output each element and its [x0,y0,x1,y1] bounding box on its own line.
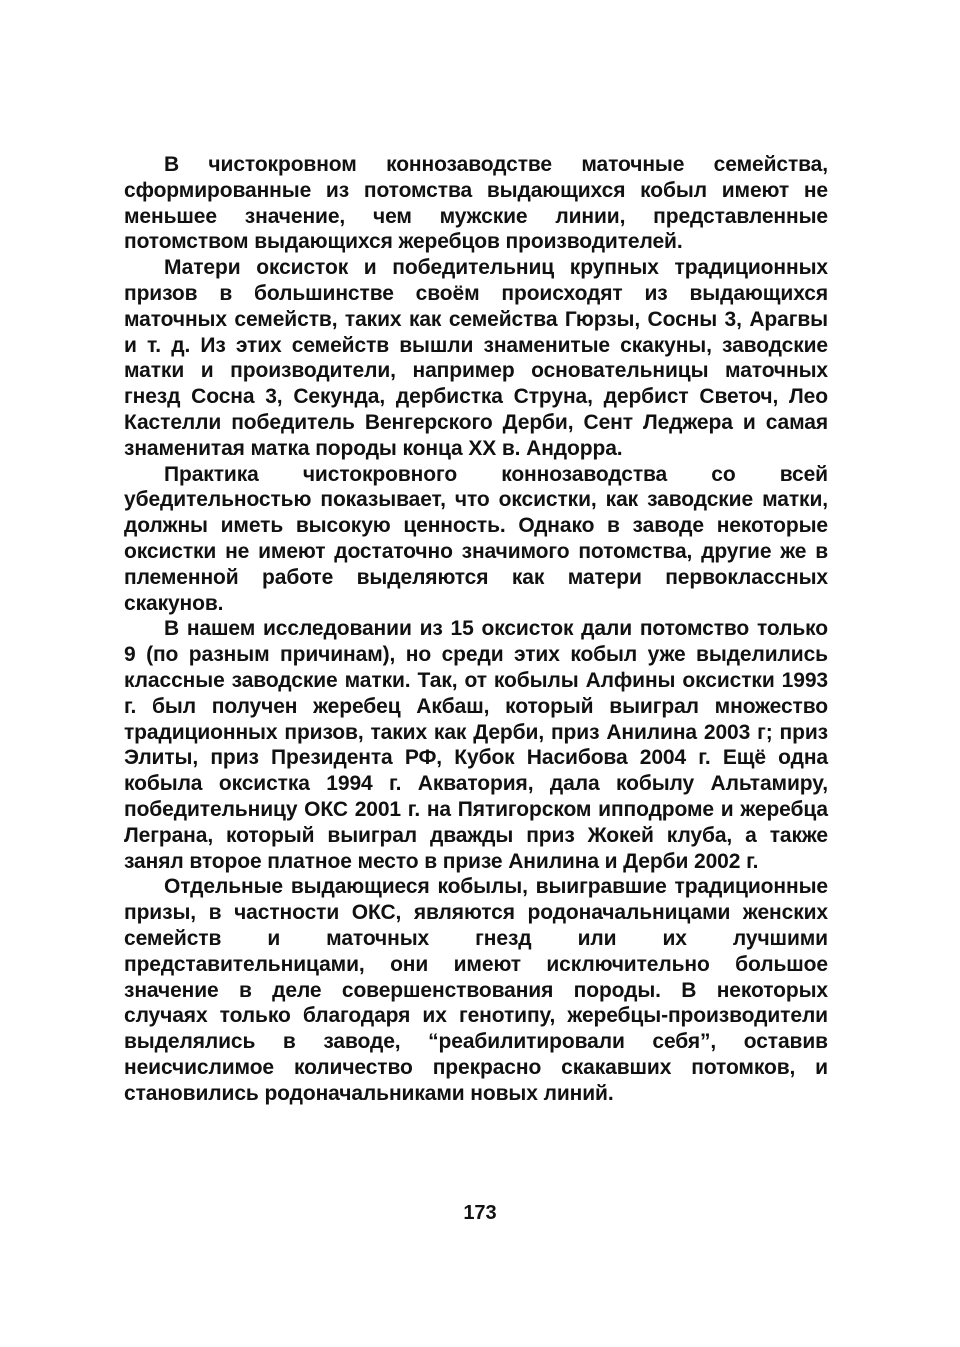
body-text [124,152,828,1106]
paragraph-4: В нашем исследовании из 15 оксисток дали потомство только 9 (по разным причинам), но среди этих кобыл уже выделились классные заводские матки. Так, от кобылы Алфины оксистки 1993 г. был получен жеребец Акбаш, который выиграл множество традиционных призов, таких как Дерби, приз Анилина 2003 г; приз Элиты, приз Президента РФ, Кубок Насибова 2004 г. Ещё одна кобыла оксистка 1994 г. Акватория, дала кобылу Альтамиру, победительницу ОКС 2001 г. на Пятигорском ипподроме и жеребца Леграна, который выиграл дважды приз Жокей клуба, а также занял второе платное место в призе Анилина и Дерби 2002 г. [124,617,828,873]
paragraph-1: В чистокровном коннозаводстве маточные семейства, сформированные из потомства выдающихся кобыл имеют не меньшее значение, чем мужские линии, представленные потомством выдающихся жеребцов производителей. [124,153,828,254]
paragraph-5: Отдельные выдающиеся кобылы, выигравшие традиционные призы, в частности ОКС, являются родоначальницами женских семейств и маточных гнезд или их лучшими представительницами, они имеют исключительно большое значение в деле совершенствования породы. В некоторых случаях только благодаря их генотипу, жеребцы-производители выделялись в заводе, “реабилитировали себя”, оставив неисчислимое количество прекрасно скакавших потомков, и становились родоначальниками новых линий. [124,875,828,1105]
paragraph-3: Практика чистокровного коннозаводства со всей убедительностью показывает, что оксистки, как заводские матки, должны иметь высокую ценность. Однако в заводе некоторые оксистки не имеют достаточно значимого потомства, другие же в племенной работе выделяются как матери первоклассных скакунов. [124,462,828,615]
page-number: 173 [463,1202,497,1224]
paragraph-2: Матери оксисток и победительниц крупных традиционных призов в большинстве своём происходят из выдающихся маточных семейств, таких как семейства Гюрзы, Сосны 3, Арагвы и т. д. Из этих семейств вышли знаменитые скакуны, заводские матки и производители, например основательницы маточных гнезд Сосна 3, Секунда, дербистка Струна, дербист Светоч, Лео Кастелли победитель Венгерского Дерби, Сент Леджера и самая знаменитая матка породы конца XX в. Андорра. [124,256,828,460]
